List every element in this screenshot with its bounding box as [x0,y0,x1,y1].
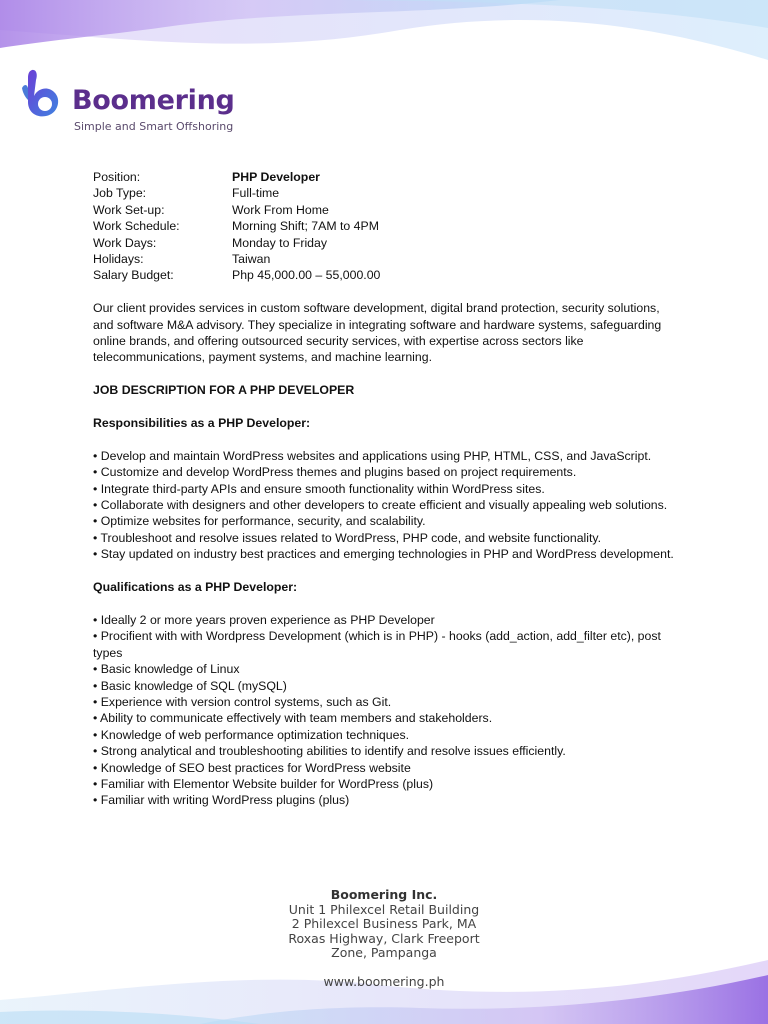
list-item: • Optimize websites for performance, security, and scalability. [93,514,426,529]
detail-label: Work Set-up: [93,202,165,217]
list-item: • Troubleshoot and resolve issues related to WordPress, PHP code, and website functionality. [93,530,602,545]
detail-row-work-schedule [93,218,683,234]
detail-value: PHP Developer [232,170,320,184]
brand-logo [18,66,258,136]
footer-company-name: Boomering Inc. [330,887,438,902]
list-item: • Knowledge of SEO best practices for WordPress website [93,760,411,775]
list-item: • Basic knowledge of SQL (mySQL) [93,678,287,693]
detail-label: Work Days: [93,235,157,250]
responsibilities-heading: Responsibilities as a PHP Developer: [93,416,311,431]
list-item: • Ideally 2 or more years proven experience as PHP Developer [93,612,435,627]
footer-address-line: Zone, Pampanga [331,945,437,961]
detail-value: Monday to Friday [232,235,328,250]
qualifications-heading: Qualifications as a PHP Developer: [93,580,298,595]
list-item: • Procifient with with Wordpress Development (which is in PHP) - hooks (add_action, add_filter etc), post types [93,629,661,660]
footer-website-link[interactable]: www.boomering.ph [323,973,445,989]
detail-value: Taiwan [232,252,271,267]
list-item: • Strong analytical and troubleshooting abilities to identify and resolve issues efficiently. [93,744,566,759]
job-description-heading: JOB DESCRIPTION FOR A PHP DEVELOPER [93,383,355,398]
detail-label: Job Type: [93,186,147,201]
list-item: • Ability to communicate effectively with team members and stakeholders. [93,711,493,726]
list-item: • Familiar with writing WordPress plugins (plus) [93,793,350,808]
detail-row-position [93,169,683,185]
list-item: • Integrate third-party APIs and ensure smooth functionality within WordPress sites. [93,481,545,496]
qualifications-list [93,612,683,809]
detail-value: Full-time [232,186,280,201]
job-posting [93,169,683,809]
footer-address-line: 2 Philexcel Business Park, MA [291,916,477,932]
list-item: • Collaborate with designers and other developers to create efficient and visually appealing web solutions. [93,498,668,513]
detail-label: Position: [93,170,141,184]
job-details [93,169,683,284]
list-item: • Develop and maintain WordPress websites and applications using PHP, HTML, CSS, and JavaScript. [93,448,652,463]
brand-tagline: Simple and Smart Offshoring [74,120,234,133]
footer [0,888,768,990]
responsibilities-list [93,448,683,563]
list-item: • Stay updated on industry best practices and emerging technologies in PHP and WordPress development. [93,547,674,562]
detail-row-job-type [93,185,683,201]
list-item: • Familiar with Elementor Website builder for WordPress (plus) [93,776,434,791]
detail-label: Work Schedule: [93,219,180,234]
detail-label: Holidays: [93,252,144,267]
detail-row-holidays [93,251,683,267]
list-item: • Experience with version control systems, such as Git. [93,694,392,709]
detail-value: Php 45,000.00 – 55,000.00 [232,268,381,283]
list-item: • Knowledge of web performance optimization techniques. [93,727,410,742]
detail-value: Morning Shift; 7AM to 4PM [232,219,379,234]
footer-address-line: Roxas Highway, Clark Freeport [288,930,480,946]
brand-name: Boomering [72,85,235,116]
boomering-logo-icon [18,66,68,122]
detail-row-work-days [93,235,683,251]
detail-row-salary-budget [93,267,683,283]
detail-label: Salary Budget: [93,268,174,283]
company-intro: Our client provides services in custom software development, digital brand protection, security solutions, and software M&A advisory. They specialize in integrating software and hardware systems, safeguarding online brands, and offering outsourced security services, with expertise across sectors like telecommunications, payment systems, and machine learning. [93,301,662,365]
list-item: • Customize and develop WordPress themes and plugins based on project requirements. [93,465,577,480]
detail-value: Work From Home [232,202,329,217]
detail-row-work-setup [93,202,683,218]
list-item: • Basic knowledge of Linux [93,662,240,677]
footer-address-line: Unit 1 Philexcel Retail Building [288,901,480,917]
